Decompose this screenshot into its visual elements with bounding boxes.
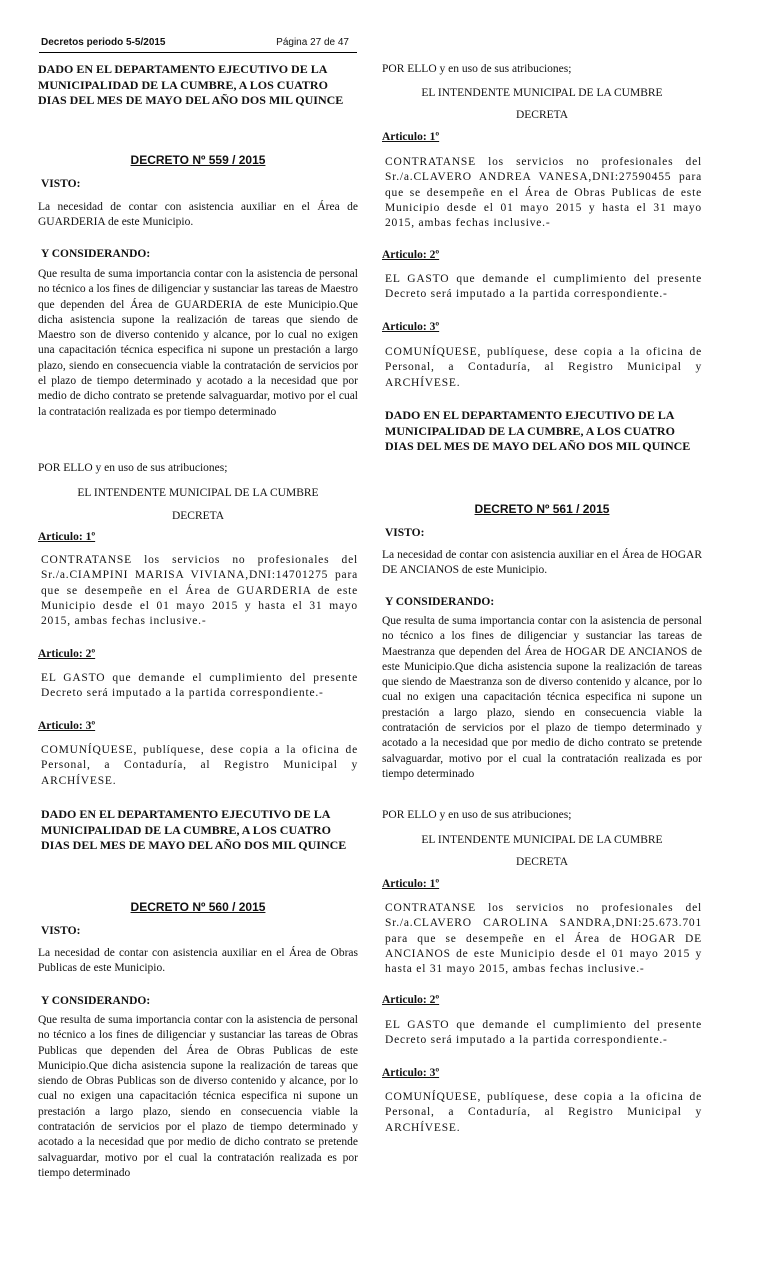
dado-statement: DADO EN EL DEPARTAMENTO EJECUTIVO DE LA MUNICIPALIDAD DE LA CUMBRE, A LOS CUATRO DIAS DEL MES DE MAYO DEL AÑO DOS MIL QUINCE <box>38 62 344 107</box>
decreta-line: DECRETA <box>515 109 569 121</box>
article-2-heading: Articulo: 2º <box>38 648 96 660</box>
article-1-text: CONTRATANSE los servicios no profesionales del Sr./a.CLAVERO CAROLINA SANDRA,DNI:25.673.701 para que se desempeñe en el Área de HOGAR DE ANCIANOS de este Municipio desde el 01 mayo 2015 y hasta el 31 mayo 2015, ambas fechas inclusive.- <box>385 902 702 976</box>
visto-heading: VISTO: <box>385 527 425 539</box>
article-3-text: COMUNÍQUESE, publíquese, dese copia a la oficina de Personal, a Contaduría, al Registro Municipal y ARCHÍVESE. <box>41 744 358 787</box>
header-period: Decretos periodo 5-5/2015 <box>41 37 166 48</box>
decree-561-title: DECRETO Nº 561 / 2015 <box>474 502 610 516</box>
article-2-text: EL GASTO que demande el cumplimiento del presente Decreto será imputado a la partida correspondiente.- <box>41 672 358 700</box>
article-1-heading: Articulo: 1º <box>38 531 96 543</box>
considerando-heading: Y CONSIDERANDO: <box>41 995 151 1007</box>
decree-560-title: DECRETO Nº 560 / 2015 <box>130 900 266 914</box>
considerando-heading: Y CONSIDERANDO: <box>41 248 151 260</box>
header-page-number: Página 27 de 47 <box>276 37 349 48</box>
decreta-line: DECRETA <box>515 856 569 868</box>
page-header <box>39 34 357 53</box>
por-ello-text: POR ELLO y en uso de sus atribuciones; <box>382 63 572 75</box>
por-ello-text: POR ELLO y en uso de sus atribuciones; <box>38 462 228 474</box>
visto-heading: VISTO: <box>41 178 81 190</box>
article-2-heading: Articulo: 2º <box>382 994 440 1006</box>
visto-text: La necesidad de contar con asistencia auxiliar en el Área de Obras Publicas de este Municipio. <box>38 947 358 975</box>
dado-statement: DADO EN EL DEPARTAMENTO EJECUTIVO DE LA MUNICIPALIDAD DE LA CUMBRE, A LOS CUATRO DIAS DEL MES DE MAYO DEL AÑO DOS MIL QUINCE <box>385 408 691 453</box>
decree-559-title: DECRETO Nº 559 / 2015 <box>130 153 266 167</box>
visto-heading: VISTO: <box>41 925 81 937</box>
considerando-text: Que resulta de suma importancia contar con la asistencia de personal no técnico a los fines de diligenciar y sustanciar las tareas de Maestranza que dependen del Área de HOGAR DE ANCIANOS de este Municipio.Que dicha asistencia supone la realización de tareas que siendo de Maestranza son de diverso contenido y alcance, por lo cual no exigen una capacitación técnica especifica ni supone un prestación a largo plazo, siendo en consecuencia viable la contratación de servicios por el plazo de tiempo determinado y acotado a la necesidad que por medio de dicho contrato se pretende salvaguardar, motivo por el cual la contratación realizada es por tiempo determinado <box>382 615 702 780</box>
considerando-text: Que resulta de suma importancia contar con la asistencia de personal no técnico a los fines de diligenciar y sustanciar las tareas de Obras Publicas que dependen del Área de Obras Publicas de este Municipio.Que dicha asistencia supone la realización de tareas que siendo de Obras Publicas son de diverso contenido y alcance, por lo cual no exigen una capacitación técnica especifica ni supone un prestación a largo plazo, siendo en consecuencia viable la contratación de servicios por el plazo de tiempo determinado y acotado a la necesidad que por medio de dicho contrato se pretende salvaguardar, motivo por el cual la contratación realizada es por tiempo determinado <box>38 1014 358 1179</box>
article-3-text: COMUNÍQUESE, publíquese, dese copia a la oficina de Personal, a Contaduría, al Registro Municipal y ARCHÍVESE. <box>385 1091 702 1134</box>
intendente-line: EL INTENDENTE MUNICIPAL DE LA CUMBRE <box>421 834 663 846</box>
article-1-text: CONTRATANSE los servicios no profesionales del Sr./a.CLAVERO ANDREA VANESA,DNI:27590455 para que se desempeñe en el Área de Obras Publicas de este Municipio desde el 01 mayo 2015 y hasta el 31 mayo 2015, ambas fechas inclusive.- <box>385 156 702 230</box>
dado-statement: DADO EN EL DEPARTAMENTO EJECUTIVO DE LA MUNICIPALIDAD DE LA CUMBRE, A LOS CUATRO DIAS DEL MES DE MAYO DEL AÑO DOS MIL QUINCE <box>41 807 347 852</box>
visto-text: La necesidad de contar con asistencia auxiliar en el Área de HOGAR DE ANCIANOS de este Municipio. <box>382 549 702 577</box>
decreta-line: DECRETA <box>171 510 225 522</box>
article-2-heading: Articulo: 2º <box>382 249 440 261</box>
article-1-heading: Articulo: 1º <box>382 878 440 890</box>
article-3-heading: Articulo: 3º <box>382 321 440 333</box>
article-2-text: EL GASTO que demande el cumplimiento del presente Decreto será imputado a la partida correspondiente.- <box>385 273 702 301</box>
por-ello-text: POR ELLO y en uso de sus atribuciones; <box>382 809 572 821</box>
considerando-heading: Y CONSIDERANDO: <box>385 596 495 608</box>
considerando-text: Que resulta de suma importancia contar con la asistencia de personal no técnico a los fines de diligenciar y sustanciar las tareas de Maestro que dependen del Área de GUARDERIA de este Municipio.Que dicha asistencia supone la realización de tareas que siendo de Maestro son de diverso contenido y alcance, por lo cual no exigen una capacitación técnica especifica ni supone un prestación a largo plazo, siendo en consecuencia viable la contratación de servicios por el plazo de tiempo determinado y acotado a la necesidad que por medio de dicho contrato se pretende salvaguardar, motivo por el cual la contratación realizada es por tiempo determinado <box>38 268 358 418</box>
intendente-line: EL INTENDENTE MUNICIPAL DE LA CUMBRE <box>421 87 663 99</box>
article-3-heading: Articulo: 3º <box>382 1067 440 1079</box>
article-2-text: EL GASTO que demande el cumplimiento del presente Decreto será imputado a la partida correspondiente.- <box>385 1019 702 1047</box>
article-1-heading: Articulo: 1º <box>382 131 440 143</box>
article-3-heading: Articulo: 3º <box>38 720 96 732</box>
article-3-text: COMUNÍQUESE, publíquese, dese copia a la oficina de Personal, a Contaduría, al Registro Municipal y ARCHÍVESE. <box>385 346 702 389</box>
intendente-line: EL INTENDENTE MUNICIPAL DE LA CUMBRE <box>77 487 319 499</box>
article-1-text: CONTRATANSE los servicios no profesionales del Sr./a.CIAMPINI MARISA VIVIANA,DNI:14701275 para que se desempeñe en el Área de GUARDERIA de este Municipio desde el 01 mayo 2015 y hasta el 31 mayo 2015, ambas fechas inclusive.- <box>41 554 358 628</box>
visto-text: La necesidad de contar con asistencia auxiliar en el Área de GUARDERIA de este Municipio. <box>38 201 358 229</box>
